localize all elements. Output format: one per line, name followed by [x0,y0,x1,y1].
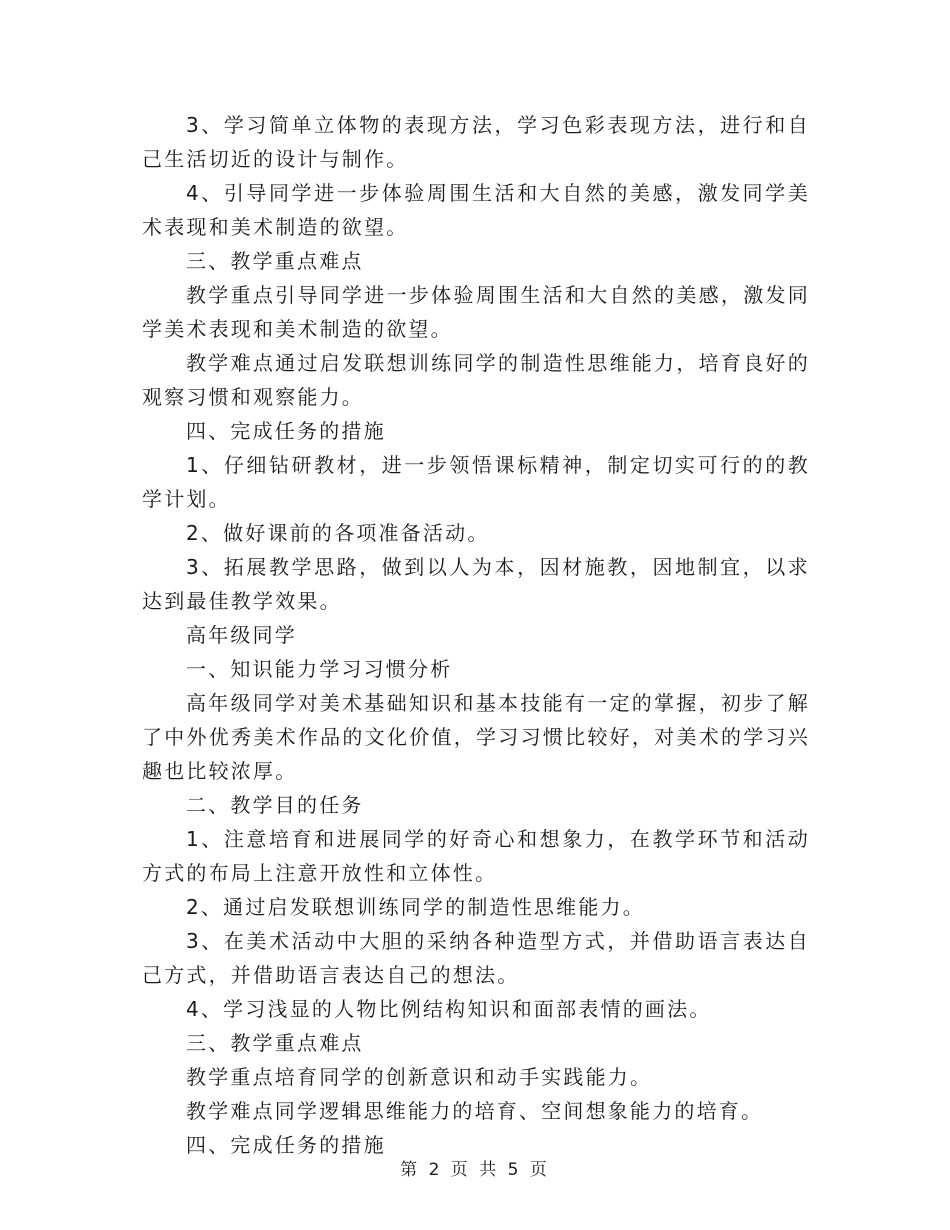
paragraph: 3、在美术活动中大胆的采纳各种造型方式，并借助语言表达自己方式，并借助语言表达自己的想法。 [142,929,810,987]
section-heading: 四、完成任务的措施 [186,1133,386,1157]
paragraph: 4、引导同学进一步体验周围生活和大自然的美感，激发同学美术表现和美术制造的欲望。 [142,181,810,239]
paragraph: 教学重点培育同学的创新意识和动手实践能力。 [186,1065,653,1089]
paragraph: 3、拓展教学思路，做到以人为本，因材施教，因地制宜，以求达到最佳教学效果。 [142,555,810,613]
page-number-footer: 第 2 页 共 5 页 [400,1160,550,1180]
paragraph: 1、注意培育和进展同学的好奇心和想象力，在教学环节和活动方式的布局上注意开放性和立体性。 [142,827,810,885]
section-heading: 二、教学目的任务 [186,793,364,817]
section-heading: 四、完成任务的措施 [186,419,386,443]
document-body [142,108,810,1162]
section-heading: 高年级同学 [186,623,297,647]
paragraph: 1、仔细钻研教材，进一步领悟课标精神，制定切实可行的的教学计划。 [142,453,810,511]
paragraph: 2、通过启发联想训练同学的制造性思维能力。 [186,895,645,919]
paragraph: 3、学习简单立体物的表现方法，学习色彩表现方法，进行和自己生活切近的设计与制作。 [142,113,810,171]
section-heading: 三、教学重点难点 [186,249,364,273]
section-heading: 三、教学重点难点 [186,1031,364,1055]
paragraph: 教学难点同学逻辑思维能力的培育、空间想象能力的培育。 [186,1099,764,1123]
paragraph: 教学难点通过启发联想训练同学的制造性思维能力，培育良好的观察习惯和观察能力。 [142,351,810,409]
paragraph: 教学重点引导同学进一步体验周围生活和大自然的美感，激发同学美术表现和美术制造的欲望。 [142,283,810,341]
paragraph: 高年级同学对美术基础知识和基本技能有一定的掌握，初步了解了中外优秀美术作品的文化价值，学习习惯比较好，对美术的学习兴趣也比较浓厚。 [142,691,810,783]
paragraph: 2、做好课前的各项准备活动。 [186,521,490,545]
section-heading: 一、知识能力学习习惯分析 [186,657,453,681]
paragraph: 4、学习浅显的人物比例结构知识和面部表情的画法。 [186,997,712,1021]
